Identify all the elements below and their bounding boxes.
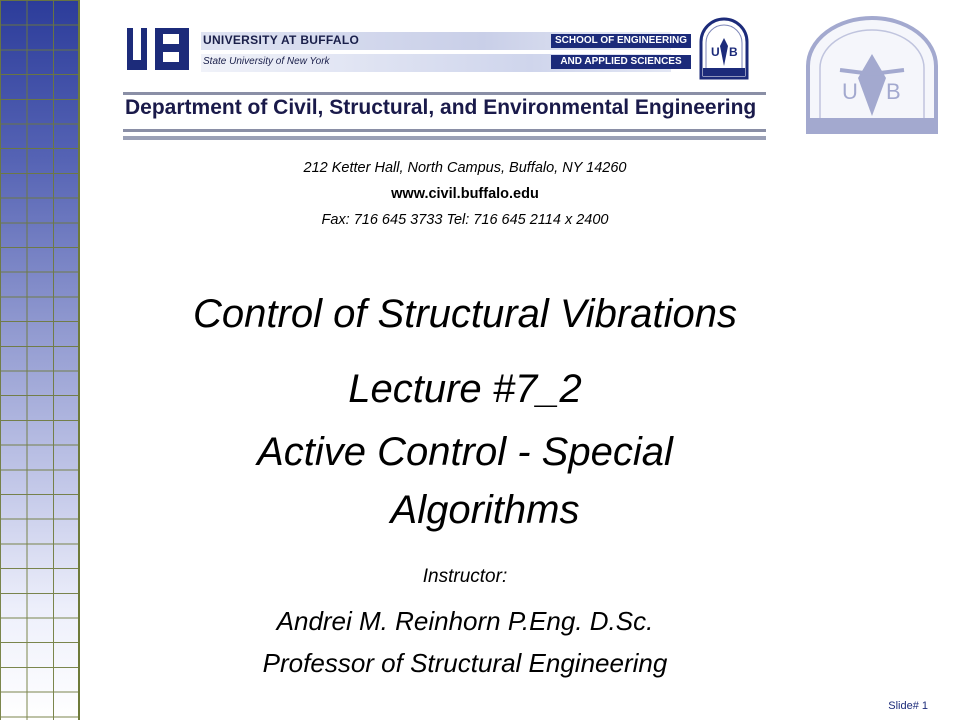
instructor-name: Andrei M. Reinhorn P.Eng. D.Sc. bbox=[276, 606, 654, 636]
school-label-2: AND APPLIED SCIENCES bbox=[551, 55, 691, 69]
svg-text:B: B bbox=[729, 45, 738, 59]
banner-underline bbox=[123, 136, 766, 140]
topic-title-line1: Active Control - Special bbox=[257, 430, 673, 474]
svg-text:U: U bbox=[711, 45, 720, 59]
decorative-grid-bar bbox=[0, 0, 80, 720]
instructor-position: Professor of Structural Engineering bbox=[262, 648, 668, 678]
course-title: Control of Structural Vibrations bbox=[193, 292, 737, 336]
department-name: Department of Civil, Structural, and Environmental Engineering bbox=[125, 96, 757, 119]
svg-text:U: U bbox=[842, 79, 858, 104]
school-label-1: SCHOOL OF ENGINEERING bbox=[551, 34, 691, 48]
slide-number: Slide# 1 bbox=[888, 700, 928, 712]
lecture-number: Lecture #7_2 bbox=[348, 367, 582, 411]
svg-text:B: B bbox=[886, 79, 901, 104]
address-line: 212 Ketter Hall, North Campus, Buffalo, NY 14260 bbox=[303, 160, 627, 176]
suny-name: State University of New York bbox=[203, 56, 330, 67]
small-seal-icon bbox=[697, 16, 751, 80]
ub-logo-icon bbox=[125, 24, 195, 74]
university-name: UNIVERSITY AT BUFFALO bbox=[203, 33, 360, 47]
header-banner bbox=[123, 14, 766, 160]
grid-edge bbox=[78, 0, 80, 720]
grid-lines bbox=[0, 0, 80, 720]
topic-title-line2: Algorithms bbox=[390, 488, 580, 532]
instructor-label: Instructor: bbox=[422, 566, 508, 587]
website-link[interactable]: www.civil.buffalo.edu bbox=[391, 186, 539, 202]
large-seal-icon bbox=[800, 14, 944, 136]
contact-line: Fax: 716 645 3733 Tel: 716 645 2114 x 2400 bbox=[321, 212, 609, 228]
